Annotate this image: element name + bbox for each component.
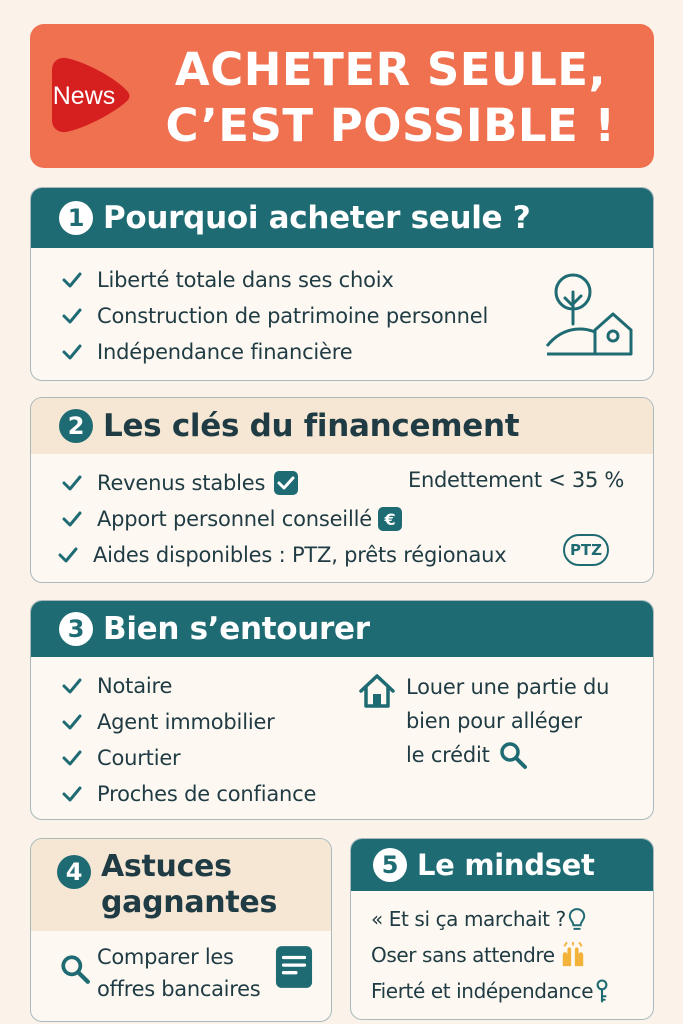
- list-item: [371, 901, 609, 937]
- list-item: [371, 973, 609, 1009]
- list-item: [57, 537, 506, 573]
- section-number-badge: 3: [59, 612, 93, 646]
- list-item: [61, 298, 488, 334]
- list-item-label: Notaire: [97, 674, 173, 698]
- section-number-badge: 1: [59, 201, 93, 235]
- compare-offers-line: offres bancaires: [97, 977, 261, 1001]
- list-item: [61, 704, 316, 740]
- section-2-header: [31, 398, 653, 454]
- check-icon: [61, 269, 83, 291]
- section-4-title-line: Astuces: [101, 849, 232, 884]
- news-play-icon: [46, 52, 134, 136]
- search-icon: [59, 953, 91, 985]
- section-3-title: Bien s’entourer: [103, 611, 370, 647]
- list-item: [61, 334, 488, 370]
- page-title: [138, 42, 643, 154]
- rental-tip-line: bien pour alléger: [406, 709, 582, 733]
- house-icon: [357, 671, 397, 711]
- list-item-label: Proches de confiance: [97, 782, 317, 806]
- ptz-badge: PTZ: [563, 534, 609, 566]
- page-title-line2: C’EST POSSIBLE !: [165, 99, 616, 152]
- list-item-label: Aides disponibles : PTZ, prêts régionaux: [93, 543, 507, 567]
- document-icon: [275, 945, 313, 989]
- compare-offers-line: Comparer les: [97, 945, 234, 969]
- list-item-label: Agent immobilier: [97, 710, 275, 734]
- search-icon: [498, 740, 528, 770]
- section-winning-tips: [30, 838, 332, 1022]
- section-number-badge: 4: [57, 855, 91, 889]
- news-badge-text: News: [52, 82, 116, 110]
- list-item-label: Indépendance financière: [97, 340, 353, 364]
- list-item-label: Liberté totale dans ses choix: [97, 268, 394, 292]
- list-item: [371, 937, 609, 973]
- section-1-title: Pourquoi acheter seule ?: [103, 200, 531, 236]
- section-why-buy-alone: [30, 187, 654, 381]
- section-mindset: [350, 838, 654, 1020]
- section-number-badge: 2: [59, 409, 93, 443]
- list-item: [61, 776, 316, 812]
- list-item: [61, 501, 506, 537]
- check-icon: [61, 508, 83, 530]
- section-1-header: [31, 188, 653, 248]
- list-item-label: Fierté et indépendance: [371, 979, 594, 1003]
- key-icon: [595, 978, 609, 1004]
- list-item-label: Revenus stables: [97, 471, 266, 495]
- list-item-label: « Et si ça marchait ?: [371, 907, 566, 931]
- list-item-label: Construction de patrimoine personnel: [97, 304, 489, 328]
- list-item: [61, 668, 316, 704]
- check-icon: [61, 305, 83, 327]
- check-icon: [57, 544, 79, 566]
- list-item-label: Courtier: [97, 746, 181, 770]
- section-surround-yourself: [30, 600, 654, 820]
- check-icon: [61, 675, 83, 697]
- compare-offers-text: [97, 941, 260, 1005]
- section-3-header: [31, 601, 653, 657]
- check-icon: [61, 341, 83, 363]
- debt-ratio-note: Endettement < 35 %: [408, 468, 625, 492]
- euro-icon: €: [378, 507, 402, 531]
- raised-hands-icon: [559, 942, 587, 968]
- check-icon: [61, 711, 83, 733]
- list-item-label: Oser sans attendre: [371, 943, 555, 967]
- section-4-header: [31, 839, 331, 931]
- section-number-badge: 5: [373, 848, 407, 882]
- list-item-label: Apport personnel conseillé: [97, 507, 372, 531]
- tree-house-icon: [543, 268, 633, 358]
- check-icon: [61, 472, 83, 494]
- news-badge: [46, 52, 134, 136]
- rental-tip-line: Louer une partie du: [406, 675, 610, 699]
- check-icon: [61, 783, 83, 805]
- rental-tip-line: le crédit: [406, 743, 490, 767]
- checkbox-checked-icon: [273, 470, 299, 496]
- list-item: [61, 262, 488, 298]
- list-item: [61, 740, 316, 776]
- section-5-title: Le mindset: [417, 848, 595, 882]
- section-financing-keys: [30, 397, 654, 583]
- section-4-title-line: gagnantes: [101, 885, 277, 920]
- rental-tip: [406, 670, 609, 772]
- header-banner: [30, 24, 654, 168]
- lightbulb-icon: [568, 906, 586, 932]
- section-5-header: [351, 839, 653, 891]
- section-2-title: Les clés du financement: [103, 408, 520, 444]
- check-icon: [61, 747, 83, 769]
- page-title-line1: ACHETER SEULE,: [174, 43, 607, 96]
